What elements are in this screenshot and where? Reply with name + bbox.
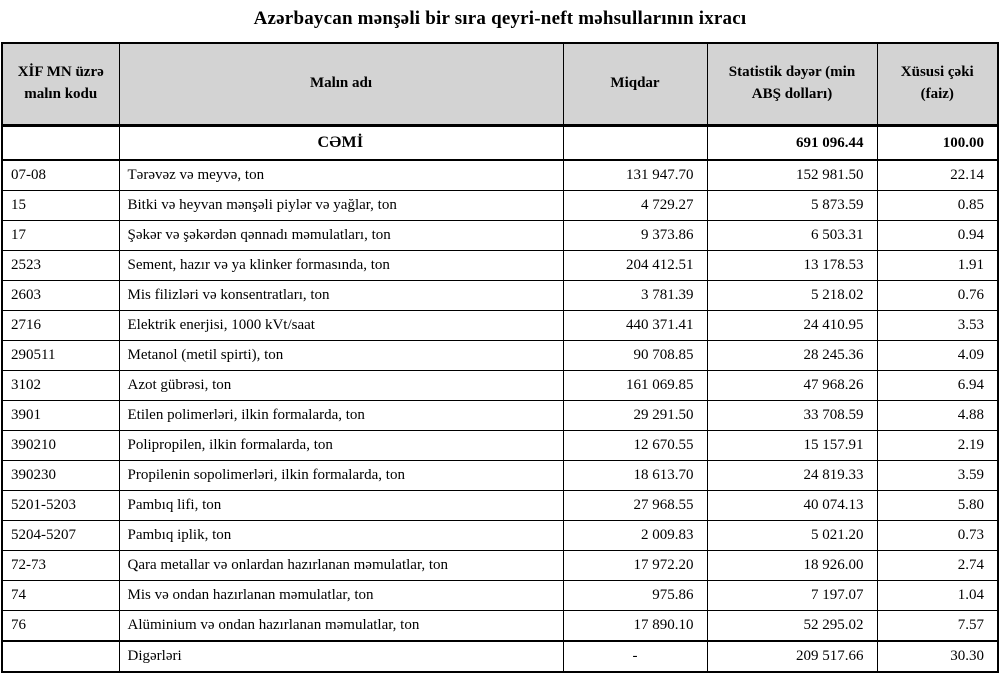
row-value: 28 245.36 — [707, 341, 877, 371]
total-share: 100.00 — [877, 126, 998, 161]
table-body — [2, 126, 998, 673]
row-share: 5.80 — [877, 491, 998, 521]
row-share: 2.19 — [877, 431, 998, 461]
row-name: Azot gübrəsi, ton — [119, 371, 563, 401]
row-share: 2.74 — [877, 551, 998, 581]
row-name: Şəkər və şəkərdən qənnadı məmulatları, ton — [119, 221, 563, 251]
others-share: 30.30 — [877, 641, 998, 672]
table-row — [2, 311, 998, 341]
row-name: Polipropilen, ilkin formalarda, ton — [119, 431, 563, 461]
table-row — [2, 221, 998, 251]
row-quantity: 204 412.51 — [563, 251, 707, 281]
row-name: Pambıq iplik, ton — [119, 521, 563, 551]
row-name: Bitki və heyvan mənşəli piylər və yağlar, ton — [119, 191, 563, 221]
total-code — [2, 126, 119, 161]
row-code: 390210 — [2, 431, 119, 461]
row-value: 47 968.26 — [707, 371, 877, 401]
table-row — [2, 551, 998, 581]
row-value: 33 708.59 — [707, 401, 877, 431]
row-name: Alüminium və ondan hazırlanan məmulatlar, ton — [119, 611, 563, 642]
others-quantity: - — [563, 641, 707, 672]
others-row — [2, 641, 998, 672]
row-quantity: 440 371.41 — [563, 311, 707, 341]
table-row — [2, 251, 998, 281]
row-value: 5 873.59 — [707, 191, 877, 221]
page — [0, 8, 1000, 664]
table-row — [2, 160, 998, 191]
row-share: 0.73 — [877, 521, 998, 551]
table-row — [2, 341, 998, 371]
row-share: 4.09 — [877, 341, 998, 371]
row-value: 15 157.91 — [707, 431, 877, 461]
row-quantity: 29 291.50 — [563, 401, 707, 431]
row-code: 3901 — [2, 401, 119, 431]
row-code: 5204-5207 — [2, 521, 119, 551]
others-label: Digərləri — [119, 641, 563, 672]
row-value: 52 295.02 — [707, 611, 877, 642]
row-quantity: 2 009.83 — [563, 521, 707, 551]
table-row — [2, 491, 998, 521]
col-header-name: Malın adı — [119, 43, 563, 126]
row-quantity: 9 373.86 — [563, 221, 707, 251]
row-code: 2523 — [2, 251, 119, 281]
row-code: 5201-5203 — [2, 491, 119, 521]
row-code: 15 — [2, 191, 119, 221]
row-code: 07-08 — [2, 160, 119, 191]
row-share: 3.59 — [877, 461, 998, 491]
row-name: Mis filizləri və konsentratları, ton — [119, 281, 563, 311]
table-row — [2, 431, 998, 461]
row-name: Qara metallar və onlardan hazırlanan məmulatlar, ton — [119, 551, 563, 581]
header-row — [2, 43, 998, 126]
row-name: Sement, hazır və ya klinker formasında, ton — [119, 251, 563, 281]
row-value: 13 178.53 — [707, 251, 877, 281]
row-quantity: 27 968.55 — [563, 491, 707, 521]
row-quantity: 3 781.39 — [563, 281, 707, 311]
row-name: Propilenin sopolimerləri, ilkin formalarda, ton — [119, 461, 563, 491]
row-quantity: 4 729.27 — [563, 191, 707, 221]
row-quantity: 90 708.85 — [563, 341, 707, 371]
row-share: 6.94 — [877, 371, 998, 401]
row-code: 76 — [2, 611, 119, 642]
table-row — [2, 611, 998, 642]
row-quantity: 131 947.70 — [563, 160, 707, 191]
row-value: 40 074.13 — [707, 491, 877, 521]
row-code: 2603 — [2, 281, 119, 311]
row-name: Etilen polimerləri, ilkin formalarda, ton — [119, 401, 563, 431]
others-code — [2, 641, 119, 672]
row-share: 1.04 — [877, 581, 998, 611]
row-value: 6 503.31 — [707, 221, 877, 251]
row-share: 22.14 — [877, 160, 998, 191]
row-quantity: 12 670.55 — [563, 431, 707, 461]
col-header-share: Xüsusi çəki (faiz) — [877, 43, 998, 126]
row-value: 5 021.20 — [707, 521, 877, 551]
table-row — [2, 191, 998, 221]
total-value: 691 096.44 — [707, 126, 877, 161]
table-header — [2, 43, 998, 126]
others-value: 209 517.66 — [707, 641, 877, 672]
page-title: Azərbaycan mənşəli bir sıra qeyri-neft məhsullarının ixracı — [253, 8, 747, 29]
row-code: 390230 — [2, 461, 119, 491]
table-row — [2, 461, 998, 491]
row-share: 3.53 — [877, 311, 998, 341]
row-name: Metanol (metil spirti), ton — [119, 341, 563, 371]
table-row — [2, 281, 998, 311]
table-row — [2, 401, 998, 431]
col-header-quantity: Miqdar — [563, 43, 707, 126]
row-value: 5 218.02 — [707, 281, 877, 311]
row-share: 4.88 — [877, 401, 998, 431]
row-quantity: 161 069.85 — [563, 371, 707, 401]
row-name: Mis və ondan hazırlanan məmulatlar, ton — [119, 581, 563, 611]
row-share: 7.57 — [877, 611, 998, 642]
total-quantity — [563, 126, 707, 161]
row-code: 2716 — [2, 311, 119, 341]
row-code: 3102 — [2, 371, 119, 401]
table-row — [2, 581, 998, 611]
row-quantity: 17 890.10 — [563, 611, 707, 642]
row-quantity: 18 613.70 — [563, 461, 707, 491]
row-value: 7 197.07 — [707, 581, 877, 611]
row-name: Pambıq lifi, ton — [119, 491, 563, 521]
row-share: 1.91 — [877, 251, 998, 281]
row-code: 17 — [2, 221, 119, 251]
row-code: 72-73 — [2, 551, 119, 581]
row-name: Tərəvəz və meyvə, ton — [119, 160, 563, 191]
table-row — [2, 371, 998, 401]
row-value: 24 819.33 — [707, 461, 877, 491]
export-table — [1, 42, 999, 673]
row-value: 18 926.00 — [707, 551, 877, 581]
col-header-value: Statistik dəyər (min ABŞ dolları) — [707, 43, 877, 126]
row-share: 0.85 — [877, 191, 998, 221]
row-share: 0.76 — [877, 281, 998, 311]
row-quantity: 17 972.20 — [563, 551, 707, 581]
row-name: Elektrik enerjisi, 1000 kVt/saat — [119, 311, 563, 341]
total-label: CƏMİ — [119, 126, 563, 161]
row-share: 0.94 — [877, 221, 998, 251]
col-header-code: XİF MN üzrə malın kodu — [2, 43, 119, 126]
row-quantity: 975.86 — [563, 581, 707, 611]
row-value: 24 410.95 — [707, 311, 877, 341]
row-value: 152 981.50 — [707, 160, 877, 191]
row-code: 74 — [2, 581, 119, 611]
total-row — [2, 126, 998, 161]
row-code: 290511 — [2, 341, 119, 371]
table-row — [2, 521, 998, 551]
